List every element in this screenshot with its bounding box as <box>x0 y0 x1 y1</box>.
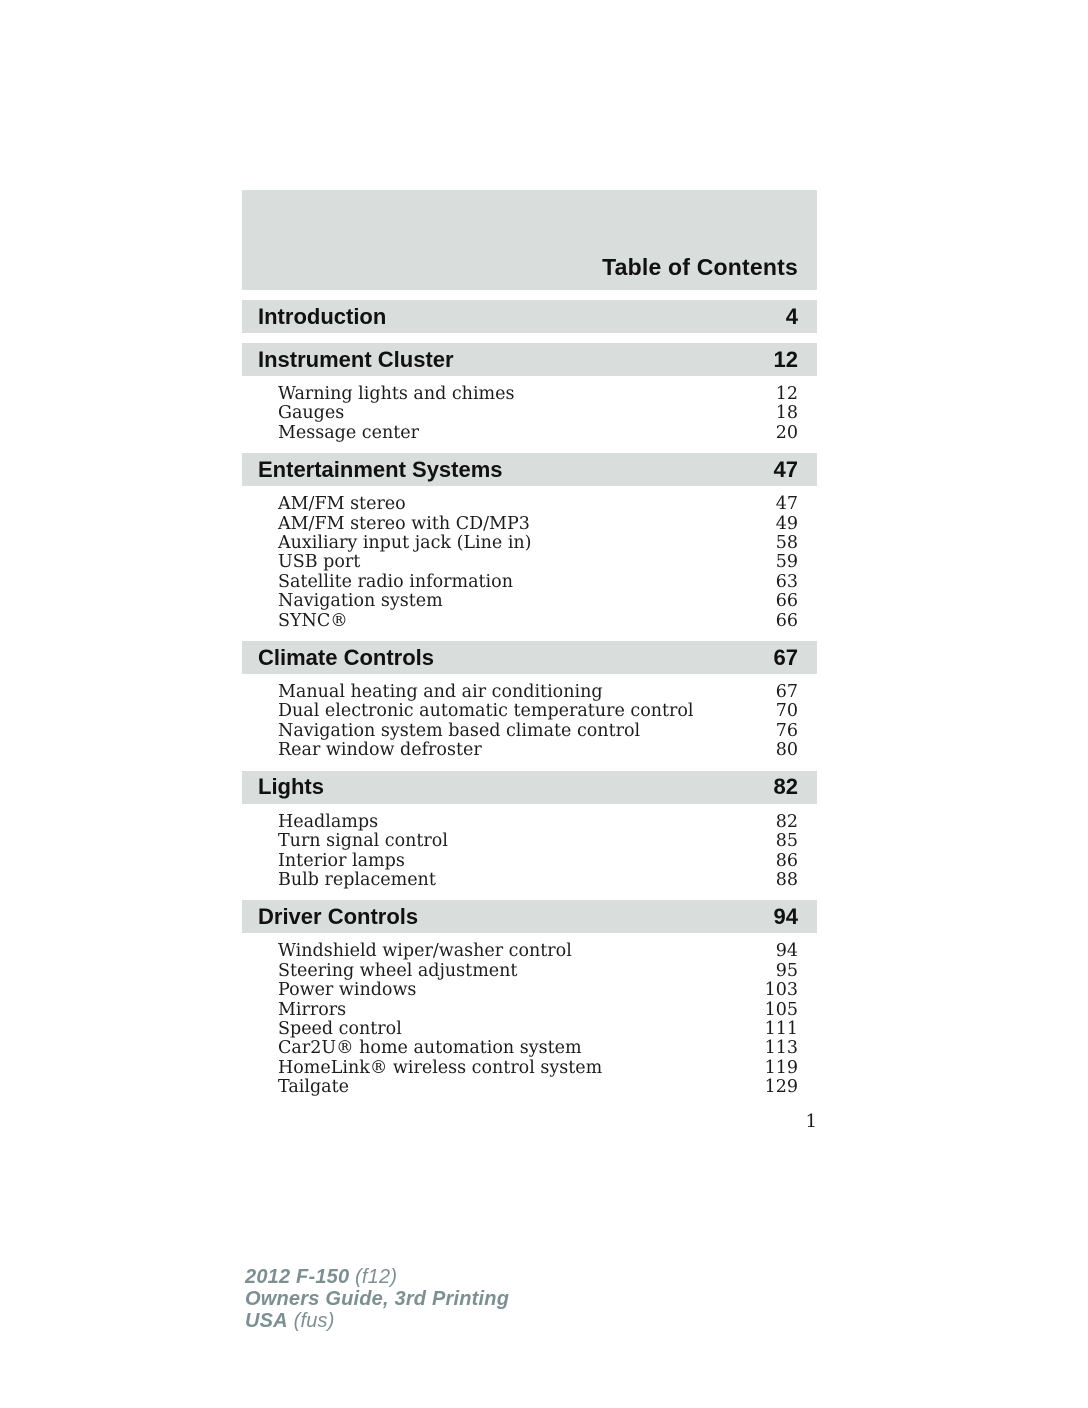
toc-entry-page-number: 129 <box>764 1077 798 1098</box>
toc-entry-page-number: 12 <box>775 384 798 404</box>
toc-entry <box>278 592 798 611</box>
toc-entry-page-number: 66 <box>775 591 798 612</box>
toc-entry <box>278 1078 798 1097</box>
toc-entry-page-number: 66 <box>775 610 798 631</box>
toc-entry-label: Steering wheel adjustment <box>278 960 518 981</box>
toc-entry-label: Interior lamps <box>278 850 405 871</box>
toc-entry-label: AM/FM stereo <box>278 494 406 515</box>
toc-entry <box>278 722 798 741</box>
toc-entry-page-number: 88 <box>775 869 798 890</box>
toc-entry-page-number: 95 <box>775 960 798 981</box>
footer-guide: Owners Guide, 3rd Printing <box>245 1288 510 1310</box>
toc-entry-page-number: 119 <box>764 1057 798 1078</box>
toc-entry-label: Power windows <box>278 980 417 1001</box>
toc-entry <box>278 1059 798 1078</box>
toc-entry-page-number: 113 <box>764 1038 798 1059</box>
section-header-bar <box>242 300 817 333</box>
footer-line-3 <box>245 1310 509 1332</box>
toc-section <box>242 453 817 631</box>
toc-section <box>242 900 817 1097</box>
section-header-bar <box>242 641 817 674</box>
footer-line-1 <box>245 1266 509 1288</box>
toc-section <box>242 771 817 891</box>
section-page-number: 82 <box>773 774 798 800</box>
toc-entry-page-number: 47 <box>775 494 798 515</box>
toc-section <box>242 641 817 761</box>
section-page-number: 4 <box>785 303 798 329</box>
toc-entry-label: Windshield wiper/washer control <box>278 941 572 962</box>
toc-entry <box>278 981 798 1000</box>
toc-entry-label: Satellite radio information <box>278 571 513 592</box>
toc-entry-label: Dual electronic automatic temperature control <box>278 701 694 722</box>
section-header-bar <box>242 453 817 486</box>
toc-entry <box>278 832 798 851</box>
toc-entry-page-number: 70 <box>775 701 798 722</box>
section-items <box>242 942 817 1097</box>
toc-entry <box>278 515 798 534</box>
toc-entry-page-number: 49 <box>775 513 798 534</box>
section-header-bar <box>242 900 817 933</box>
toc-section <box>242 343 817 443</box>
toc-entry-label: Headlamps <box>278 811 379 832</box>
section-items <box>242 495 817 631</box>
section-title: Lights <box>258 774 324 800</box>
toc-entry <box>278 612 798 631</box>
toc-entry-page-number: 85 <box>775 831 798 852</box>
toc-entry-page-number: 67 <box>775 682 798 703</box>
section-title: Instrument Cluster <box>258 346 454 372</box>
toc-entry-label: SYNC® <box>278 610 348 631</box>
toc-entry-label: Message center <box>278 422 419 443</box>
toc-entry-page-number: 111 <box>764 1018 798 1039</box>
section-items <box>242 813 817 891</box>
section-items <box>242 683 817 761</box>
toc-entry <box>278 1039 798 1058</box>
toc-entry <box>278 942 798 961</box>
toc-entry-label: Navigation system <box>278 591 443 612</box>
toc-entry-page-number: 59 <box>775 552 798 573</box>
toc-entry <box>278 702 798 721</box>
toc-entry-page-number: 20 <box>775 422 798 443</box>
toc-entry-label: Warning lights and chimes <box>278 384 515 404</box>
toc-entry-label: Car2U® home automation system <box>278 1038 582 1059</box>
toc-entry-page-number: 94 <box>775 941 798 962</box>
toc-entry-label: Rear window defroster <box>278 740 482 761</box>
toc-entry <box>278 424 798 443</box>
toc-entry-label: Gauges <box>278 403 345 424</box>
toc-entry <box>278 495 798 514</box>
toc-entry <box>278 534 798 553</box>
footer-model: 2012 F-150 <box>245 1266 350 1288</box>
section-title: Entertainment Systems <box>258 456 503 482</box>
section-title: Driver Controls <box>258 903 419 929</box>
toc-entry-label: Mirrors <box>278 999 347 1020</box>
toc-entry <box>278 962 798 981</box>
toc-entry-page-number: 80 <box>775 740 798 761</box>
toc-entry <box>278 1001 798 1020</box>
toc-entry <box>278 813 798 832</box>
toc-entry-page-number: 76 <box>775 720 798 741</box>
toc-entry-label: Speed control <box>278 1018 402 1039</box>
toc-entry-label: Tailgate <box>278 1077 349 1098</box>
toc-entry-page-number: 58 <box>775 533 798 554</box>
toc-entry <box>278 871 798 890</box>
toc-entry-page-number: 105 <box>764 999 798 1020</box>
page-title: Table of Contents <box>602 254 798 280</box>
toc-entry <box>278 852 798 871</box>
footer-region: USA <box>245 1310 288 1332</box>
toc-entry-label: Manual heating and air conditioning <box>278 682 603 703</box>
toc-entry <box>278 741 798 760</box>
toc-entry-label: Navigation system based climate control <box>278 720 641 741</box>
footer-region-code: (fus) <box>287 1310 335 1332</box>
section-page-number: 47 <box>773 456 798 482</box>
toc-entry-label: HomeLink® wireless control system <box>278 1057 603 1078</box>
toc-entry-label: Turn signal control <box>278 831 448 852</box>
toc-entry-page-number: 63 <box>775 571 798 592</box>
toc-entry-page-number: 82 <box>775 811 798 832</box>
toc-entry-page-number: 18 <box>775 403 798 424</box>
section-page-number: 67 <box>773 644 798 670</box>
toc-entry-label: AM/FM stereo with CD/MP3 <box>278 513 530 534</box>
toc-entry <box>278 683 798 702</box>
toc-header-block <box>242 190 817 290</box>
toc-entry-page-number: 86 <box>775 850 798 871</box>
toc-sections <box>242 300 817 1098</box>
toc-entry-page-number: 103 <box>764 980 798 1001</box>
toc-section <box>242 300 817 333</box>
footer-model-code: (f12) <box>349 1266 398 1288</box>
toc-entry <box>278 385 798 404</box>
toc-page <box>242 190 817 1132</box>
toc-entry <box>278 1020 798 1039</box>
toc-entry <box>278 553 798 572</box>
section-items <box>242 385 817 443</box>
page-number: 1 <box>805 1110 817 1132</box>
section-title: Introduction <box>258 303 387 329</box>
section-header-bar <box>242 771 817 804</box>
footer-line-2 <box>245 1288 509 1310</box>
section-page-number: 94 <box>773 903 798 929</box>
toc-entry-label: USB port <box>278 552 361 573</box>
toc-entry <box>278 404 798 423</box>
section-header-bar <box>242 343 817 376</box>
toc-entry-label: Bulb replacement <box>278 869 436 890</box>
toc-entry-label: Auxiliary input jack (Line in) <box>278 533 532 554</box>
document-footer <box>245 1266 509 1332</box>
section-title: Climate Controls <box>258 644 435 670</box>
toc-entry <box>278 573 798 592</box>
section-page-number: 12 <box>773 346 798 372</box>
